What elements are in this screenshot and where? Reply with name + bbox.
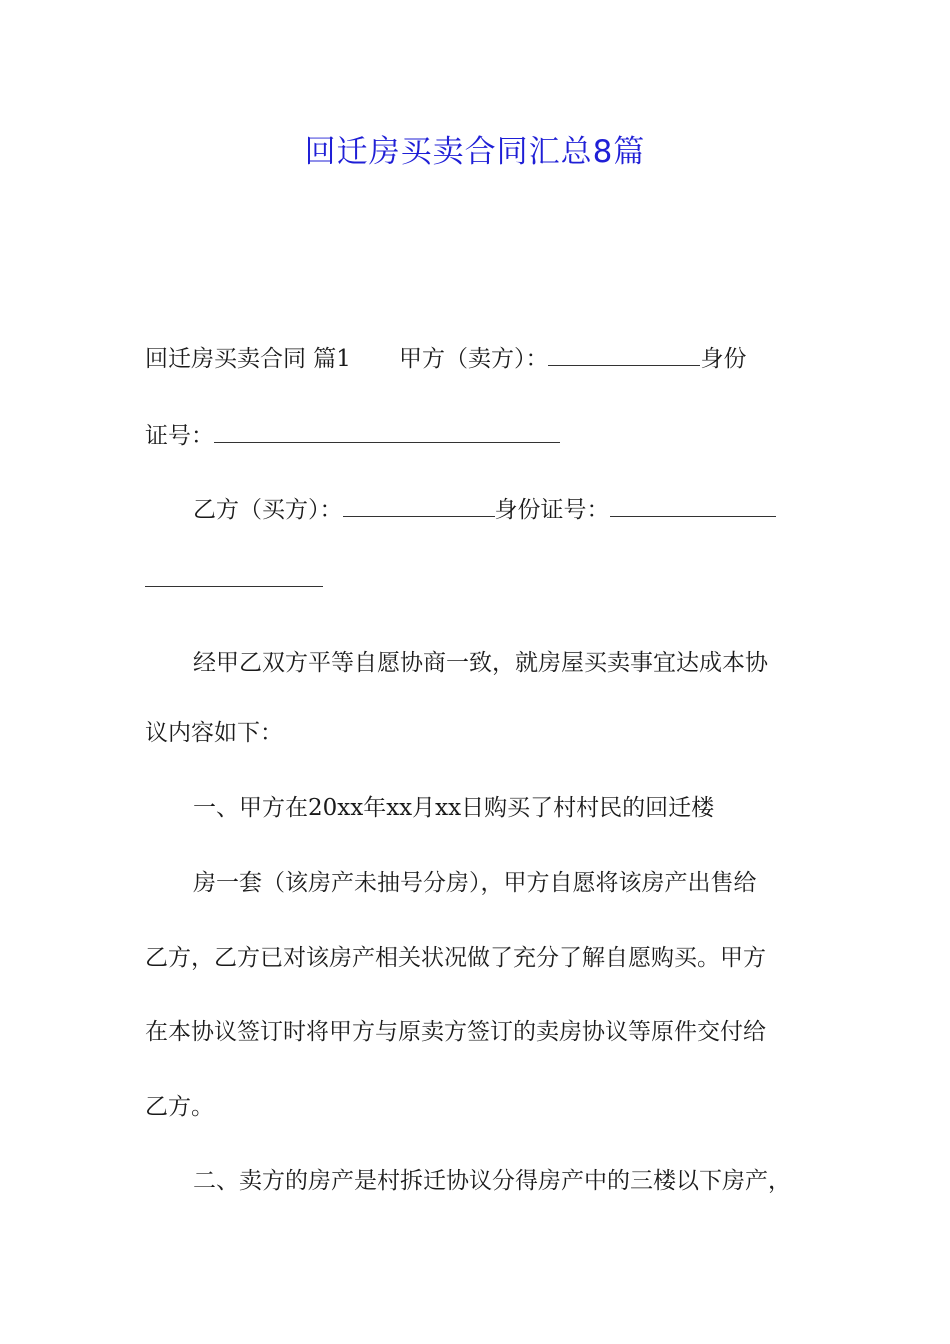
clause-one-line: 一、甲方在20xx年xx月xx日购买了村村民的回迁楼 [193,795,715,821]
party-a-id-label-end: 证号： [145,423,214,449]
paragraph-line: 经甲乙双方平等自愿协商一致，就房屋买卖事宜达成本协 [193,650,768,676]
document-title: 回迁房买卖合同汇总8篇 [304,134,646,170]
party-a-id-blank[interactable] [214,420,560,443]
paragraph-line: 议内容如下： [145,720,283,746]
party-b-id-label: 身份证号： [494,497,610,523]
paragraph-line: 房一套（该房产未抽号分房），甲方自愿将该房产出售给 [193,870,757,896]
section-heading: 回迁房买卖合同 篇1 [145,346,351,372]
party-a-line [145,342,815,376]
paragraph-line: 乙方。 [145,1094,214,1120]
party-b-id-continuation [145,563,815,597]
party-b-name-blank[interactable] [343,494,495,517]
party-b-id-blank-continued[interactable] [145,564,323,587]
paragraph-line: 在本协议签订时将甲方与原卖方签订的卖房协议等原件交付给 [145,1019,766,1045]
party-a-id-label-start: 身份 [700,346,747,372]
clause-two-line: 二、卖方的房产是村拆迁协议分得房产中的三楼以下房产， [193,1168,791,1194]
party-b-id-blank[interactable] [610,494,776,517]
party-b-label: 乙方（买方）： [193,497,343,523]
party-a-id-line [145,419,815,453]
paragraph-line: 乙方，乙方已对该房产相关状况做了充分了解自愿购买。甲方 [145,945,766,971]
party-a-name-blank[interactable] [548,343,700,366]
party-b-line [145,493,863,527]
party-a-label: 甲方（卖方）： [398,346,549,372]
